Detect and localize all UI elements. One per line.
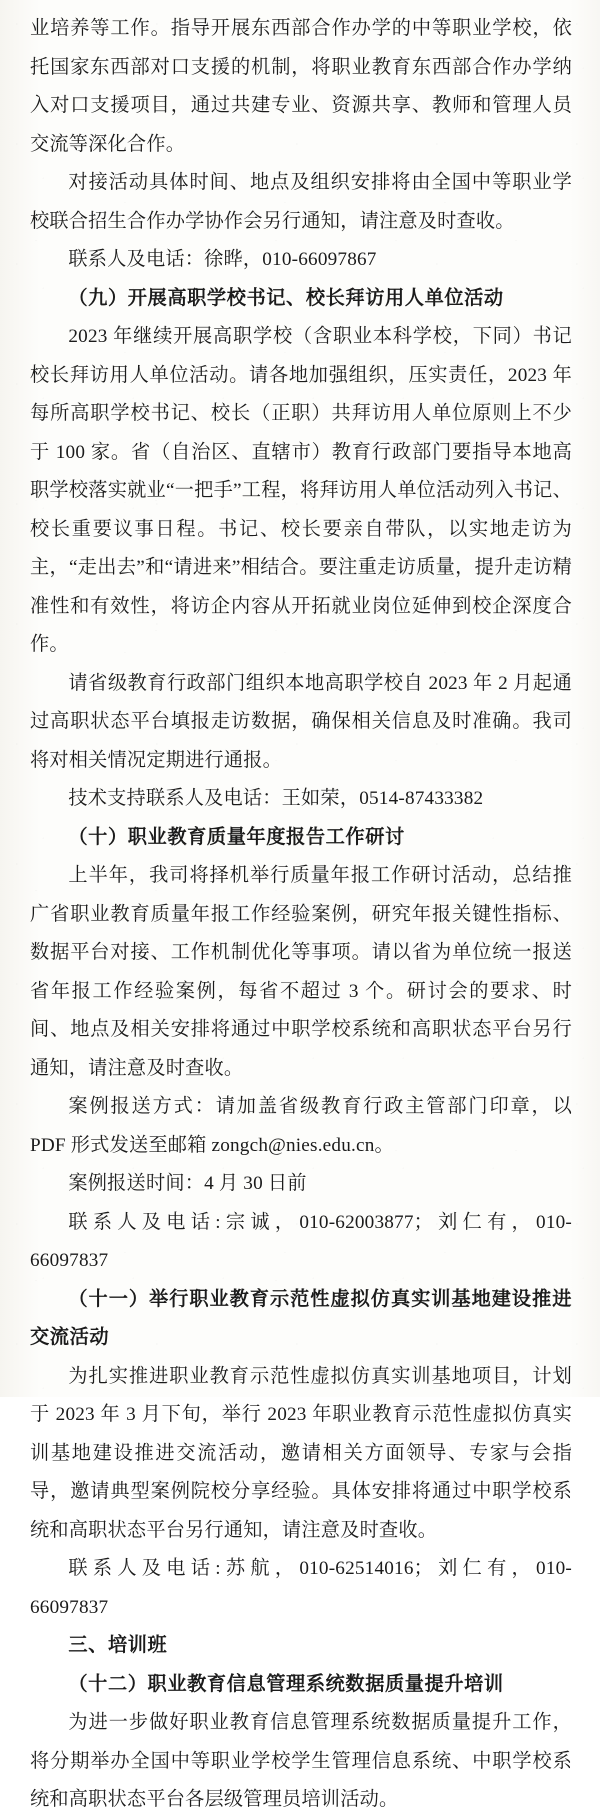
paragraph: 为扎实推进职业教育示范性虚拟仿真实训基地项目，计划于 2023 年 3 月下旬，举行 2023 年职业教育示范性虚拟仿真实训基地建设推进交流活动，邀请相关方面领导、专家与会指导，邀请典型案例院校分享经验。具体安排将通过中职学校系统和高职状态平台另行通知，请注意及时查收。	[30, 1365, 572, 1541]
paragraph: 上半年，我司将择机举行质量年报工作研讨活动，总结推广省职业教育质量年报工作经验案例，研究年报关键性指标、数据平台对接、工作机制优化等事项。请以省为单位统一报送省年报工作经验案例，每省不超过 3 个。研讨会的要求、时间、地点及相关安排将通过中职学校系统和高职状态平台另行通知，请注意及时查收。	[30, 865, 572, 1079]
contact-line: 联系人及电话:苏航，010-62514016；刘仁有，010-66097837	[30, 1558, 572, 1618]
section-heading: （十一）举行职业教育示范性虚拟仿真实训基地建设推进交流活动	[30, 1288, 572, 1348]
paragraph: 请省级教育行政部门组织本地高职学校自 2023 年 2 月起通过高职状态平台填报走访数据，确保相关信息及时准确。我司将对相关情况定期进行通报。	[30, 672, 572, 771]
paragraph: 2023 年继续开展高职学校（含职业本科学校，下同）书记校长拜访用人单位活动。请各地加强组织，压实责任，2023 年每所高职学校书记、校长（正职）共拜访用人单位原则上不少于 100 家。省（自治区、直辖市）教育行政部门要指导本地高职学校落实就业“一把手”工程，将拜访用人单位活动列入书记、校长重要议事日程。书记、校长要亲自带队，以实地走访为主，“走出去”和“请进来”相结合。要注重走访质量，提升走访精准性和有效性，将访企内容从开拓就业岗位延伸到校企深度合作。	[30, 326, 572, 655]
contact-line: 案例报送时间：4 月 30 日前	[68, 1173, 307, 1194]
paragraph: 业培养等工作。指导开展东西部合作办学的中等职业学校，依托国家东西部对口支援的机制，将职业教育东西部合作办学纳入对口支援项目，通过共建专业、资源共享、教师和管理人员交流等深化合作。	[30, 18, 572, 155]
section-heading: （十二）职业教育信息管理系统数据质量提升培训	[68, 1673, 504, 1695]
contact-line: 联系人及电话：徐晔，010-66097867	[68, 249, 377, 270]
contact-line: 技术支持联系人及电话：王如荣，0514-87433382	[68, 788, 484, 809]
contact-line: 联系人及电话:宗诚，010-62003877；刘仁有，010-66097837	[30, 1211, 572, 1271]
section-heading: （九）开展高职学校书记、校长拜访用人单位活动	[68, 287, 504, 309]
paragraph: 对接活动具体时间、地点及组织安排将由全国中等职业学校联合招生合作办学协作会另行通知，请注意及时查收。	[30, 172, 572, 232]
section-heading: （十）职业教育质量年度报告工作研讨	[68, 826, 405, 848]
paragraph: 案例报送方式：请加盖省级教育行政主管部门印章，以 PDF 形式发送至邮箱 zongch@nies.edu.cn。	[30, 1096, 572, 1156]
document-body	[30, 10, 572, 1820]
section-heading: 三、培训班	[68, 1635, 168, 1656]
paragraph: 为进一步做好职业教育信息管理系统数据质量提升工作，将分期举办全国中等职业学校学生管理信息系统、中职学校系统和高职状态平台各层级管理员培训活动。	[30, 1712, 572, 1810]
